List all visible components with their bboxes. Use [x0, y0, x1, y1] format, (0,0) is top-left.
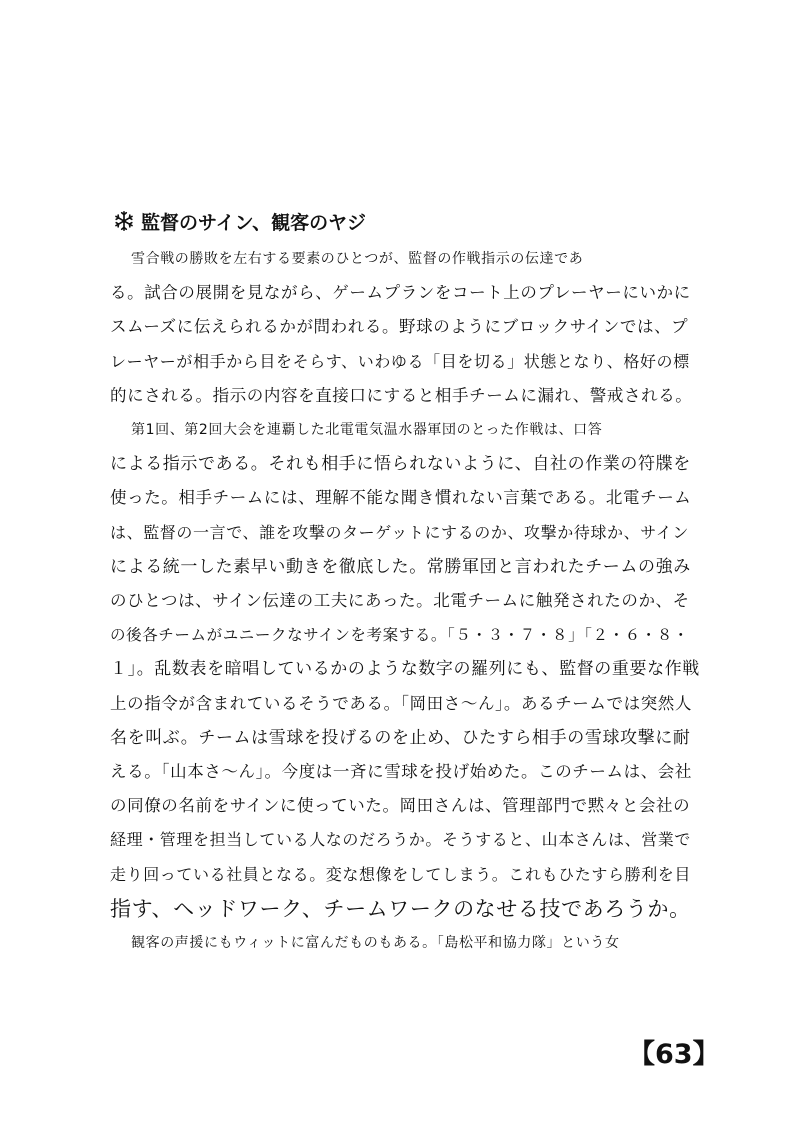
body-text-line: スムーズに伝えられるかが問われる。野球のようにブロックサインでは、プ	[110, 317, 689, 336]
body-text-line: る。試合の展開を見ながら、ゲームプランをコート上のプレーヤーにいかに	[110, 283, 691, 302]
body-text-line: は、監督の一言で、誰を攻撃のターゲットにするのか、攻撃か待球か、サイン	[110, 523, 689, 542]
body-text-line: 経理・管理を担当している人なのだろうか。そうすると、山本さんは、営業で	[110, 830, 692, 849]
body-text-line: 雪合戦の勝敗を左右する要素のひとつが、監督の作戦指示の伝達であ	[131, 251, 584, 267]
body-text-line: のひとつは、サイン伝達の工夫にあった。北電チームに触発されたのか、そ	[110, 591, 690, 610]
body-text-line: 指す、ヘッドワーク、チームワークのなせる技であろうか。	[110, 897, 691, 921]
body-text-line: の後各チームがユニークなサインを考案する。「５・３・７・８」「２・６・８・	[110, 626, 690, 644]
body-text-line: による指示である。それも相手に悟られないように、自社の作業の符牒を	[110, 454, 691, 474]
body-text-line: える。「山本さ〜ん」。今度は一斉に雪球を投げ始めた。このチームは、会社	[110, 762, 692, 781]
body-text-line: による統一した素早い動きを徹底した。常勝軍団と言われたチームの強み	[110, 557, 691, 577]
body-text-line: 的にされる。指示の内容を直接口にすると相手チームに漏れ、警戒される。	[110, 386, 693, 405]
body-text-line: 上の指令が含まれているそうである。「岡田さ〜ん」。あるチームでは突然人	[110, 694, 692, 713]
body-text-line: 名を叫ぶ。チームは雪球を投げるのを止め、ひたすら相手の雪球攻撃に耐	[110, 728, 691, 748]
body-text-line: １」。乱数表を暗唱しているかのような数字の羅列にも、監督の重要な作戦	[110, 659, 700, 679]
section-heading	[113, 206, 366, 236]
body-text-line: 使った。相手チームには、理解不能な聞き慣れない言葉である。北電チーム	[110, 488, 692, 507]
body-text-line: 走り回っている社員となる。変な想像をしてしまう。これもひたすら勝利を目	[110, 865, 692, 884]
body-text-line: 観客の声援にもウィットに富んだものもある。「島松平和協力隊」という女	[131, 935, 620, 951]
section-heading-text: 監督のサイン、観客のヤジ	[141, 211, 366, 234]
body-text-line: 第1回、第2回大会を連覇した北電電気温水器軍団のとった作戦は、口答	[131, 422, 603, 438]
body-text-line: レーヤーが相手から目をそらす、いわゆる「目を切る」状態となり、格好の標	[110, 352, 690, 371]
page-number: 【63】	[628, 1039, 720, 1070]
body-text-line: の同僚の名前をサインに使っていた。岡田さんは、管理部門で黙々と会社の	[110, 796, 691, 815]
snowflake-icon	[113, 210, 135, 232]
